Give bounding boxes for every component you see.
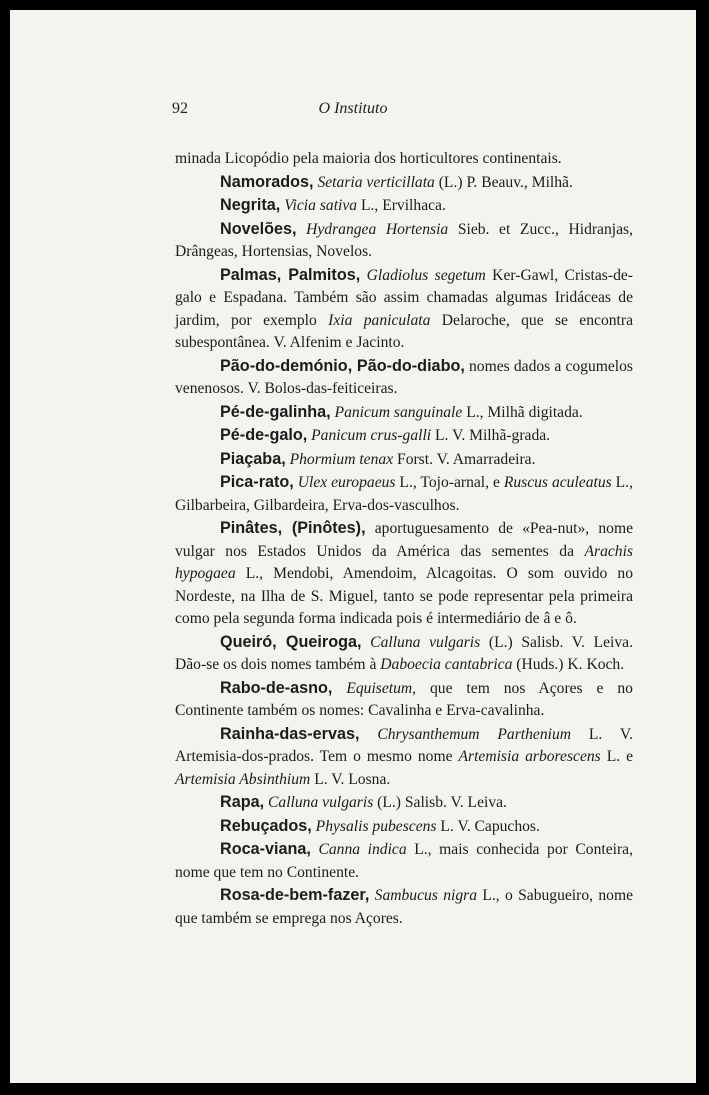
headword: Pinâtes, (Pinôtes), xyxy=(220,519,366,537)
scientific-name: Panicum crus-galli xyxy=(311,427,432,444)
scientific-name: Hydrangea Hortensia xyxy=(306,220,449,238)
scientific-name: Physalis pubescens xyxy=(315,817,437,835)
headword: Rainha-das-ervas, xyxy=(220,724,360,743)
headword: Pé-de-galinha, xyxy=(220,402,331,421)
headword: Novelões, xyxy=(220,219,297,238)
scientific-name: Daboecia cantabrica xyxy=(380,656,513,673)
entry-text: (L.) P. Beauv., Milhã. xyxy=(434,173,573,191)
scientific-name: Vicia sativa xyxy=(284,197,358,214)
entry-text: Ker-Gawl, Cristas-de-galo e Espadana. Também são assim chamadas algumas Iridáceas de jardim, por exemplo xyxy=(175,266,633,329)
headword: Pica-rato, xyxy=(220,473,294,491)
entry-text: L. V. Losna. xyxy=(310,770,391,788)
scientific-name: Chrysanthemum Parthenium xyxy=(377,725,572,743)
entry-text: L. e xyxy=(600,748,633,765)
entry-text: (L.) Salisb. V. Leiva. xyxy=(373,794,507,811)
entry-text: L., Mendobi, Amendoim, Alcagoitas. O som ouvido no Nordeste, na Ilha de S. Miguel, tanto se pode representar pela primeira como pela segunda forma indicada pois é intermediário de â e ô. xyxy=(175,565,633,627)
entry xyxy=(175,471,633,517)
headword: Pé-de-galo, xyxy=(220,426,308,444)
entry xyxy=(175,171,633,195)
entry xyxy=(175,264,633,355)
page-number: 92 xyxy=(172,100,188,117)
entry-text: (Huds.) K. Koch. xyxy=(512,656,625,673)
scientific-name: Artemisia Absinthium xyxy=(175,770,311,788)
scientific-name: Arachis hypogaea xyxy=(175,542,633,582)
headword: Pão-do-demónio, Pão-do-diabo, xyxy=(220,356,465,375)
entry-text xyxy=(296,221,306,238)
entry xyxy=(175,448,633,472)
scientific-name: Ulex europaeus xyxy=(297,474,396,491)
running-title: O Instituto xyxy=(318,100,388,117)
continued-paragraph xyxy=(175,148,633,171)
scientific-name: Sambucus nigra xyxy=(374,887,478,904)
headword: Rosa-de-bem-fazer, xyxy=(220,886,370,904)
entry-text: nomes dados a cogumelos venenosos. V. Bolos-das-feiticeiras. xyxy=(175,357,633,397)
entry-text: Delaroche, que se encontra subespontânea. V. Alfenim e Jacinto. xyxy=(175,311,633,351)
scientific-name: Panicum sanguinale xyxy=(334,403,463,421)
entry-text: L. V. Capuchos. xyxy=(436,817,540,835)
scientific-name: Phormium tenax xyxy=(289,450,394,468)
entry-text: L. V. Milhã-grada. xyxy=(431,427,551,444)
headword: Piaçaba, xyxy=(220,449,286,468)
headword: Rapa, xyxy=(220,793,265,811)
entry xyxy=(175,355,633,401)
entry xyxy=(175,815,633,839)
headword: Negrita, xyxy=(220,196,281,214)
scientific-name: Gladiolus segetum xyxy=(366,266,486,284)
entry-text xyxy=(359,726,377,743)
scientific-name: Setaria verticillata xyxy=(317,173,435,191)
entry-text: L., Tojo-arnal, e xyxy=(395,474,504,491)
entry xyxy=(175,631,633,677)
headword: Palmas, Palmitos, xyxy=(220,265,361,284)
entry-text: L., mais conhecida por Conteira, nome que tem no Continente. xyxy=(175,841,634,881)
running-header xyxy=(10,100,696,124)
entry-text: minada Licopódio pela maioria dos horticultores continentais. xyxy=(175,150,562,167)
entry-text: L., Gilbarbeira, Gilbardeira, Erva-dos-vasculhos. xyxy=(175,474,633,514)
scientific-name: Canna indica xyxy=(318,841,407,858)
entry-text: L., Ervilhaca. xyxy=(357,197,446,214)
entry xyxy=(175,194,633,218)
entry xyxy=(175,424,633,448)
scientific-name: Ruscus aculeatus xyxy=(503,474,612,491)
entry xyxy=(175,401,633,425)
entry-text xyxy=(362,634,371,651)
entry xyxy=(175,723,633,792)
entry-text: (L.) Salisb. V. Leiva. Dão-se os dois nomes também à xyxy=(175,633,633,673)
entry-text xyxy=(332,680,346,697)
entry xyxy=(175,838,633,884)
headword: Roca-viana, xyxy=(220,840,311,858)
entry-text: aportuguesamento de «Pea-nut», nome vulgar nos Estados Unidos da América das sementes da xyxy=(175,520,633,560)
entry xyxy=(175,517,633,631)
entry xyxy=(175,884,633,930)
entry xyxy=(175,677,633,723)
scientific-name: Equisetum, xyxy=(346,679,417,697)
headword: Queiró, Queiroga, xyxy=(220,632,362,651)
entry-text: L., Milhã digitada. xyxy=(462,403,583,421)
entry-text: Forst. V. Amarradeira. xyxy=(393,450,536,468)
headword: Rebuçados, xyxy=(220,816,312,835)
entry-text: L. V. Artemisia-dos-prados. Tem o mesmo nome xyxy=(175,725,634,765)
headword: Namorados, xyxy=(220,172,314,191)
entry-list xyxy=(175,148,633,930)
scientific-name: Calluna vulgaris xyxy=(370,633,481,651)
entry-text: L., o Sabugueiro, nome que também se emprega nos Açores. xyxy=(175,887,633,927)
headword: Rabo-de-asno, xyxy=(220,678,333,697)
entry-text: que tem nos Açores e no Continente também os nomes: Cavalinha e Erva-cavalinha. xyxy=(175,679,633,719)
scientific-name: Calluna vulgaris xyxy=(268,794,374,811)
entry-text: Sieb. et Zucc., Hidranjas, Drângeas, Hortensias, Novelos. xyxy=(175,220,633,260)
entry xyxy=(175,218,633,264)
page xyxy=(10,10,696,1083)
scientific-name: Artemisia arborescens xyxy=(458,748,601,765)
scientific-name: Ixia paniculata xyxy=(328,311,431,329)
entry xyxy=(175,791,633,815)
